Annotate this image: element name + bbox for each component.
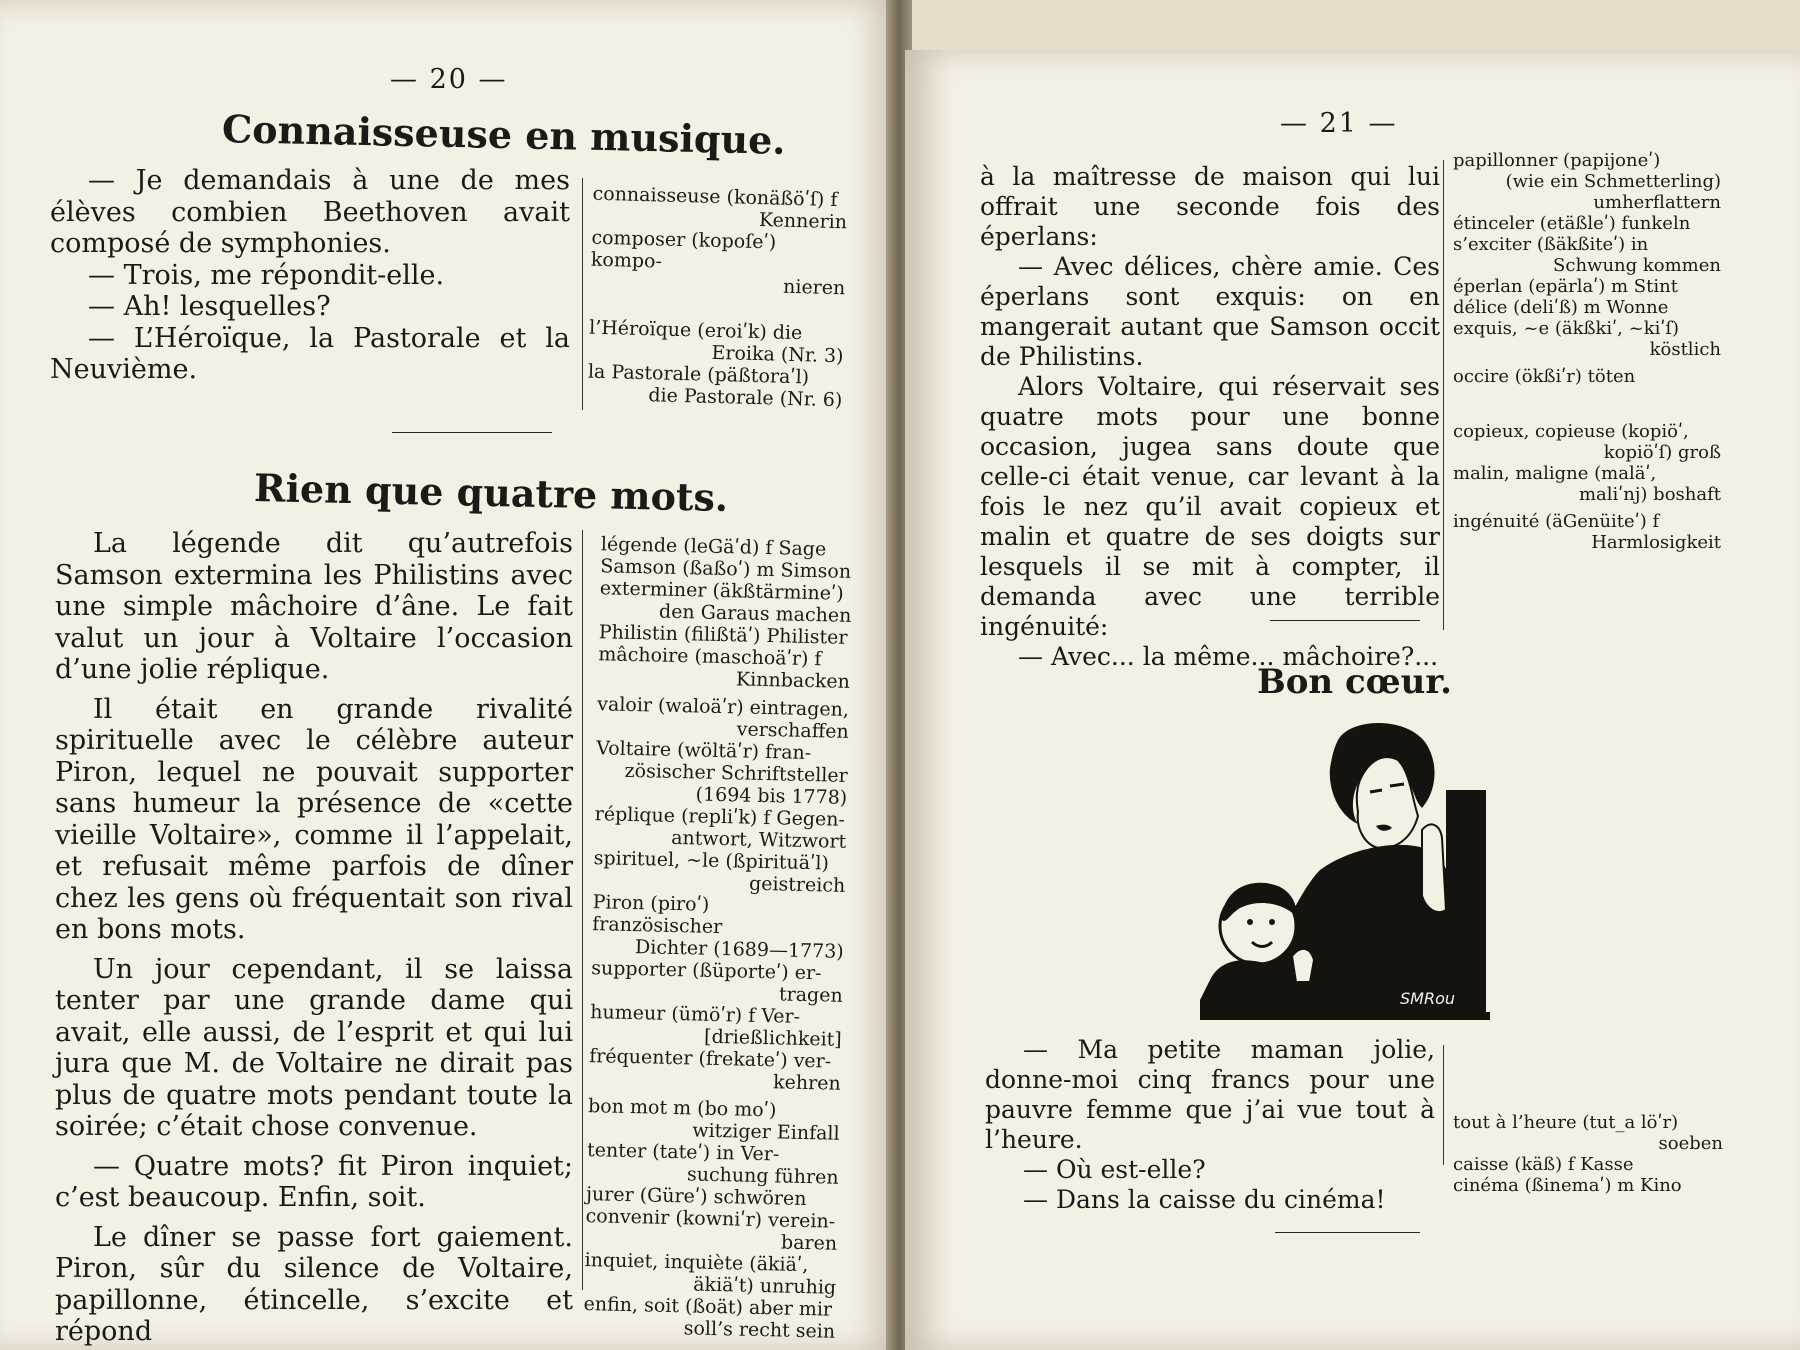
gloss-entry bbox=[597, 693, 850, 743]
gloss-head: légende (leGäʹd) f Sage bbox=[600, 533, 827, 561]
gloss-head: étinceler (etäßleʹ) funkeln bbox=[1453, 213, 1691, 234]
paragraph: à la maîtresse de maison qui lui offrait une seconde fois des éperlans: bbox=[980, 162, 1440, 251]
gloss-entry bbox=[592, 891, 845, 963]
gloss-entry bbox=[592, 183, 848, 234]
gloss-entry bbox=[599, 577, 852, 627]
gloss-divider bbox=[582, 530, 583, 1290]
gloss-head: spirituel, ~le (ßpirituäʹl) bbox=[593, 847, 830, 875]
gloss-entry bbox=[585, 1205, 838, 1255]
section-divider bbox=[392, 432, 552, 433]
paragraph: — Quatre mots? fit Piron inquiet; c’est beaucoup. Enfin, soit. bbox=[55, 1150, 573, 1213]
gloss-divider bbox=[1443, 1045, 1444, 1165]
gloss-head: composer (kopoſeʹ) kompo- bbox=[590, 226, 777, 273]
gloss-head: exquis, ~e (äkßkiʹ, ~kiʹſ) bbox=[1453, 318, 1680, 339]
gloss-tail: suchung führen bbox=[686, 1163, 839, 1189]
gloss-entry bbox=[586, 1139, 839, 1189]
mother-child-illustration bbox=[1200, 720, 1490, 1020]
gloss-head: Voltaire (wöltäʹr) fran- bbox=[596, 737, 812, 765]
gloss-head: exterminer (äkßtärmineʹ) bbox=[599, 577, 844, 605]
gloss-entry bbox=[1453, 318, 1721, 360]
gloss-tail: Schwung kommen bbox=[1553, 255, 1721, 276]
gloss-tail: kehren bbox=[772, 1071, 841, 1095]
gloss-tail: geistreich bbox=[748, 872, 846, 897]
gloss-head: malin, maligne (maläʹ, bbox=[1453, 463, 1657, 484]
text-quatre-mots-continued bbox=[980, 162, 1440, 672]
gloss-head: cinéma (ßinemaʹ) m Kino bbox=[1453, 1175, 1682, 1196]
gloss-head: la Pastorale (päßtoraʹl) bbox=[587, 360, 810, 389]
gloss-tail: verschaffen bbox=[736, 718, 849, 743]
paragraph: — Ah! lesquelles? bbox=[88, 291, 331, 322]
paragraph: — Trois, me répondit-elle. bbox=[88, 259, 445, 291]
gloss-entry bbox=[1453, 150, 1721, 213]
gloss-entry bbox=[1453, 234, 1721, 276]
glossary-quatre-mots-continued bbox=[1453, 150, 1721, 553]
title-connaisseuse: Connaisseuse en musique. bbox=[221, 106, 787, 163]
gloss-tail: äkiäʹt) unruhig bbox=[692, 1273, 837, 1299]
gloss-entry bbox=[590, 227, 847, 300]
paragraph: Il était en grande rivalité spirituelle avec le célèbre auteur Piron, lequel ne pouvait supporter sans humeur la présence de «cette vieille Voltaire», comme il l’appelait, et refusait même parfois de dîner chez les gens où fréquentait son rival en bons mots. bbox=[55, 693, 573, 945]
glossary-connaisseuse bbox=[587, 183, 848, 412]
gloss-head: caisse (käß) f Kasse bbox=[1453, 1154, 1634, 1175]
gloss-entry bbox=[1453, 463, 1721, 505]
gloss-tail: Dichter (1689—1773) bbox=[634, 936, 844, 963]
paragraph: Le dîner se passe fort gaiement. Piron, sûr du silence de Voltaire, papillonne, étincelle, s’excite et répond bbox=[55, 1221, 573, 1347]
paragraph: — L’Héroïque, la Pastorale et la Neuvième. bbox=[50, 322, 570, 385]
illustration-mother-hand bbox=[1422, 824, 1446, 912]
gloss-head: jurer (Güreʹ) schwören bbox=[585, 1183, 807, 1211]
section-divider bbox=[1275, 1232, 1420, 1233]
gloss-entry bbox=[595, 737, 848, 809]
glossary-quatre-mots bbox=[583, 533, 853, 1343]
illustration-signature: SMRou bbox=[1400, 989, 1456, 1008]
gloss-tail: (wie ein Schmetterling) umherflattern bbox=[1505, 171, 1721, 213]
gloss-tail: soll’s recht sein bbox=[683, 1317, 836, 1343]
gloss-tail: Eroika (Nr. 3) bbox=[711, 341, 844, 368]
paragraph: — Ma petite maman jolie, donne-moi cinq francs pour une pauvre femme que j’ai vue tout à l’heure. bbox=[985, 1035, 1435, 1154]
gloss-head: tout à l’heure (tut_a löʹr) bbox=[1453, 1112, 1679, 1133]
gloss-head: papillonner (papijoneʹ) bbox=[1453, 150, 1661, 171]
gloss-head: tenter (tateʹ) in Ver- bbox=[586, 1139, 780, 1166]
gloss-head: copieux, copieuse (kopiöʹ, bbox=[1453, 421, 1689, 442]
gloss-entry bbox=[1453, 421, 1721, 463]
gloss-tail: witziger Einfall bbox=[692, 1119, 840, 1145]
gloss-tail: maliʹnj) boshaft bbox=[1578, 484, 1721, 505]
paragraph: — Je demandais à une de mes élèves combien Beethoven avait composé de symphonies. bbox=[50, 165, 570, 259]
gloss-head: Piron (piroʹ) französischer bbox=[592, 891, 723, 939]
gloss-entry bbox=[588, 317, 844, 368]
gloss-tail: köstlich bbox=[1649, 339, 1721, 360]
gloss-head: l’Héroïque (eroiʹk) die bbox=[588, 316, 803, 345]
gloss-head: Samson (ßaßoʹ) m Simson bbox=[600, 555, 852, 583]
paragraph: — Avec délices, chère amie. Ces éperlans sont exquis: on en mangerait autant que Samson occit de Philistins. bbox=[980, 252, 1440, 371]
gloss-head: délice (deliʹß) m Wonne bbox=[1453, 297, 1669, 318]
page-number-left: — 20 — bbox=[390, 64, 508, 95]
gloss-head: éperlan (epärlaʹ) m Stint bbox=[1453, 276, 1678, 297]
paragraph: La légende dit qu’autrefois Samson extermina les Philistins avec une simple mâchoire d’âne. Le fait valut un jour à Voltaire l’occasion d’une jolie réplique. bbox=[55, 528, 573, 685]
gloss-entry bbox=[590, 1001, 843, 1051]
gloss-entry bbox=[594, 803, 847, 853]
gloss-head: ingénuité (äGenüiteʹ) f bbox=[1453, 511, 1660, 532]
gloss-head: occire (ökßiʹr) töten bbox=[1453, 366, 1636, 387]
gloss-tail: [drießlichkeit] bbox=[703, 1025, 842, 1051]
paragraph: Un jour cependant, il se laissa tenter par une grande dame qui avait, elle aussi, de l’esprit et qui lui jura que M. de Voltaire ne dirait pas plus de quatre mots pendant toute la soirée; c’était chose convenue. bbox=[55, 953, 573, 1142]
gloss-entry bbox=[591, 957, 844, 1007]
title-quatre-mots: Rien que quatre mots. bbox=[253, 465, 729, 520]
gloss-entry bbox=[1453, 1175, 1723, 1196]
gloss-entry bbox=[593, 847, 846, 897]
gloss-head: supporter (ßüporteʹ) er- bbox=[591, 957, 822, 985]
gloss-entry bbox=[598, 643, 851, 693]
gloss-divider bbox=[1443, 160, 1444, 630]
gloss-entry bbox=[1453, 276, 1721, 297]
right-page bbox=[905, 50, 1800, 1350]
gloss-entry bbox=[1453, 213, 1721, 234]
gloss-head: fréquenter (frekateʹ) ver- bbox=[589, 1045, 832, 1073]
gloss-entry bbox=[1453, 1112, 1723, 1154]
page-number-right: — 21 — bbox=[1280, 108, 1398, 139]
gloss-entry bbox=[584, 1249, 837, 1299]
gloss-head: Philistin (filißtäʹ) Philister bbox=[598, 621, 848, 649]
gloss-head: bon mot m (bo moʹ) bbox=[587, 1095, 777, 1122]
gloss-tail: nieren bbox=[782, 275, 846, 300]
gloss-entry bbox=[587, 361, 843, 412]
gloss-tail: tragen bbox=[778, 983, 843, 1007]
gloss-entry bbox=[1453, 511, 1721, 553]
gloss-tail: zösischer Schriftsteller (1694 bis 1778) bbox=[624, 759, 848, 809]
book-edge bbox=[893, 0, 1800, 50]
gloss-tail: Kinnbacken bbox=[735, 668, 851, 693]
gloss-head: inquiet, inquiète (äkiäʹ, bbox=[584, 1249, 809, 1277]
title-bon-coeur: Bon cœur. bbox=[1257, 662, 1452, 702]
text-bon-coeur bbox=[985, 1035, 1435, 1215]
gloss-head: valoir (waloäʹr) eintragen, bbox=[597, 693, 850, 721]
gloss-tail: Harmlosigkeit bbox=[1591, 532, 1721, 553]
paragraph: — Dans la caisse du cinéma! bbox=[1023, 1185, 1386, 1214]
text-connaisseuse bbox=[50, 165, 570, 386]
gloss-head: réplique (repliʹk) f Gegen- bbox=[594, 803, 846, 831]
gloss-divider bbox=[582, 178, 583, 410]
gloss-head: mâchoire (maschoäʹr) f bbox=[598, 643, 822, 671]
gloss-tail: baren bbox=[780, 1231, 838, 1255]
paragraph: — Où est-elle? bbox=[1023, 1155, 1206, 1184]
gloss-head: enfin, soit (ßoät) aber mir bbox=[583, 1293, 833, 1321]
gloss-entry bbox=[583, 1293, 836, 1343]
gloss-head: s’exciter (ßäkßiteʹ) in bbox=[1453, 234, 1649, 255]
paragraph: Alors Voltaire, qui réservait ses quatre mots pour une bonne occasion, jugea sans doute que celle-ci était venue, car levant à la fois le nez qu’il avait copieux et malin et quatre de ses doigts sur lesquels il se mit à compter, il demanda avec une terrible ingénuité: bbox=[980, 372, 1440, 641]
gloss-entry bbox=[589, 1045, 842, 1095]
gloss-entry bbox=[587, 1095, 840, 1145]
gloss-head: convenir (kowniʹr) verein- bbox=[585, 1205, 836, 1233]
section-divider bbox=[1270, 620, 1420, 621]
gloss-entry bbox=[1453, 1154, 1723, 1175]
left-page bbox=[0, 0, 893, 1350]
gloss-entry bbox=[1453, 366, 1721, 387]
text-quatre-mots bbox=[55, 528, 573, 1348]
glossary-bon-coeur bbox=[1453, 1112, 1723, 1196]
gloss-head: connaisseuse (konäßöʹſ) f bbox=[592, 182, 838, 212]
gloss-head: humeur (ümöʹr) f Ver- bbox=[590, 1001, 801, 1028]
gloss-tail: antwort, Witzwort bbox=[670, 826, 847, 853]
gloss-tail: den Garaus machen bbox=[658, 600, 852, 627]
gloss-tail: soeben bbox=[1658, 1133, 1723, 1154]
gloss-tail: die Pastorale (Nr. 6) bbox=[648, 384, 843, 412]
gloss-entry bbox=[1453, 297, 1721, 318]
paragraph: — Avec... la même... mâchoire?... bbox=[1018, 642, 1439, 671]
gloss-tail: kopiöʹſ) groß bbox=[1603, 442, 1721, 463]
gloss-tail: Kennerin bbox=[758, 209, 848, 234]
